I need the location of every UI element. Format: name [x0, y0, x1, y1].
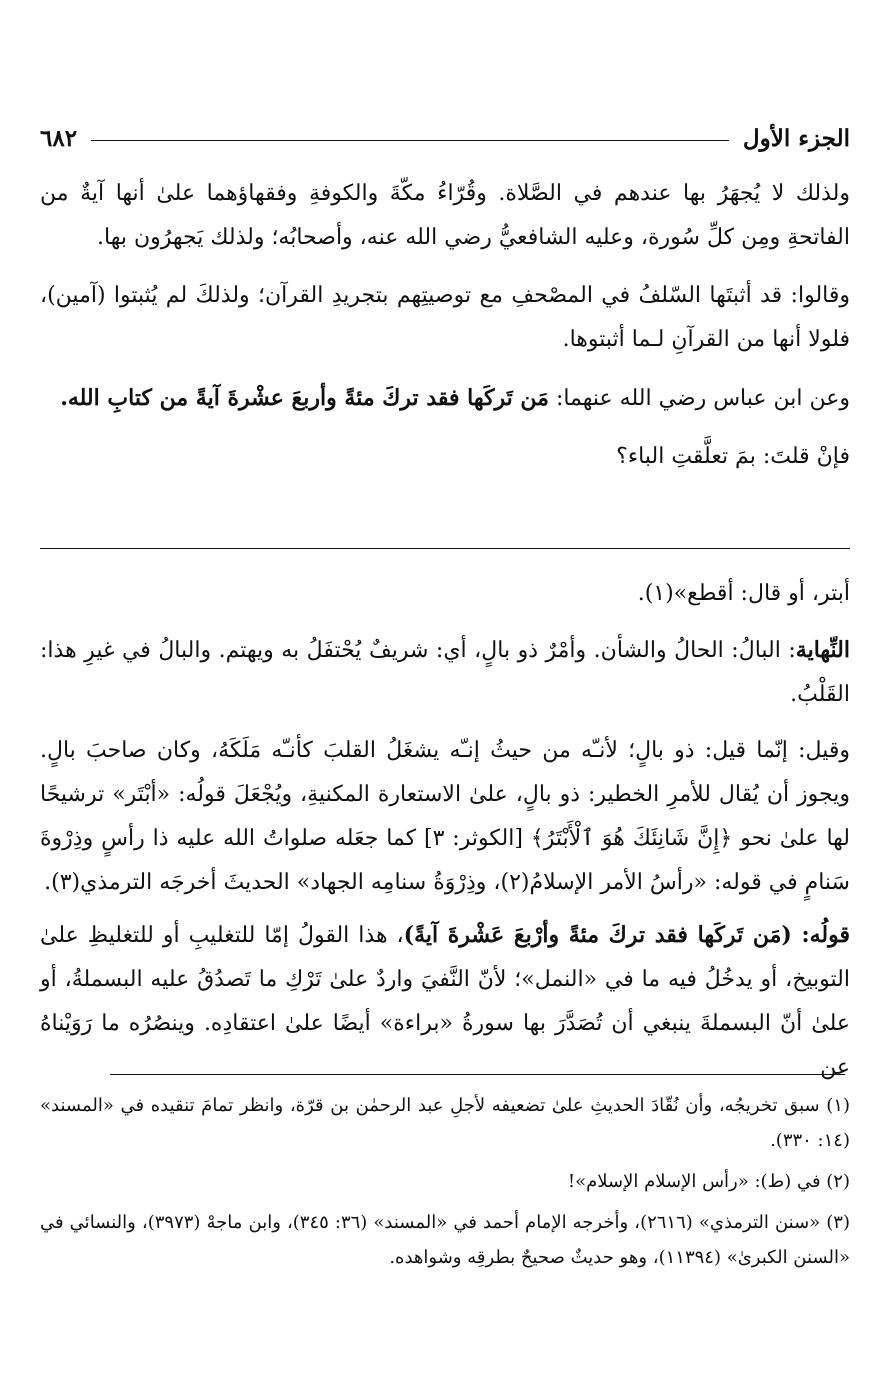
main-question: فإنْ قلتَ: بمَ تعلَّقتِ الباء؟ — [616, 444, 850, 469]
nihaya-text: : البالُ: الحالُ والشأن. وأمْرٌ ذو بالٍ، أي: شريفٌ يُحْتفَلُ به ويهتم. والبالُ في غيرِ هذا: القَلْبُ. — [40, 638, 850, 707]
header-rule — [91, 140, 729, 141]
nihaya-label: النِّهاية — [795, 637, 850, 663]
commentary-paragraph-qawluh — [40, 913, 850, 1090]
footnote-1: (١) سبق تخريجُه، وأن نُقّادَ الحديثِ علىٰ تضعيفه لأجلِ عبد الرحمٰن بن قرّة، وانظر تمامَ تنقيده في «المسند» (١٤: ٣٣٠). — [40, 1095, 850, 1151]
commentary-separator — [40, 548, 850, 549]
commentary-paragraph-bal: وقيل: إنّما قيل: ذو بالٍ؛ لأنـّه من حيثُ إنـّه يشغَلُ القلبَ كأنـّه مَلَكَهُ، وكان صاحبَ بالٍ. ويجوز أن يُقال للأمرِ الخطير: ذو بالٍ، علىٰ الاستعارة المكنيةِ، ويُجْعَلَ قولُه: «أبْتَر» ترشيحًا لها علىٰ نحو ﴿إِنَّ شَانِئَكَ هُوَ ٱلْأَبْتَرُ﴾ [الكوثر: ٣] كما جعَله صلواتُ الله عليه ذا رأسٍ وذِرْوةَ سَنامٍ في قوله: «رأسُ الأمر الإسلامُ(٢)، وذِرْوَةُ سنامِه الجهاد» الحديثَ أخرجَه الترمذي(٣). — [40, 738, 850, 895]
qawluh-text: ، هذا القولُ إمّا للتغليبِ أو للتغليظِ علىٰ التوبيخ، أو يدخُلُ فيه ما في «النمل»؛ لأنّ النَّفيَ واردٌ علىٰ تَرْكِ ما تَصدُقُ عليه البسملةُ، أو علىٰ أنّ البسملةَ ينبغي أن تُصَدَّرَ بها سورةُ «براءة» أيضًا علىٰ اعتقادِه. وينصُرُه ما رَوَيْناهُ عن — [40, 923, 851, 1080]
qawluh-label: قولُه: (مَن تَركَها فقد تركَ مئةً وأرْبعَ عَشْرةَ آيةً) — [403, 922, 851, 948]
main-paragraph-3-intro: وعن ابن عباس رضي الله عنهما: — [548, 386, 850, 411]
main-paragraph-3 — [40, 376, 850, 421]
hadith-quote: مَن تَركَها فقد تركَ مئةً وأربعَ عشْرةَ آيةً من كتابِ الله. — [60, 385, 549, 411]
commentary-line-1: أبتر، أو قال: أقطع»(١). — [637, 581, 850, 606]
footnote-2: (٢) في (ط): «رأس الإسلام الإسلام»! — [567, 1171, 850, 1192]
main-paragraph-2: وقالوا: قد أثبتَها السّلفُ في المصْحفِ مع توصيتِهم بتجريدِ القرآن؛ ولذلكَ لم يُثبتوا (آمين)، فلولا أنها من القرآنِ لـما أثبتوها. — [40, 283, 850, 352]
main-text — [40, 172, 850, 479]
footnote-3: (٣) «سنن الترمذي» (٢٦١٦)، وأخرجه الإمام أحمد في «المسند» (٣٦: ٣٤٥)، وابن ماجهْ (٣٩٧٣)، والنسائي في «السنن الكبرىٰ» (١١٣٩٤)، وهو حديثٌ صحيحٌ بطرقِه وشواهده. — [40, 1212, 850, 1268]
running-header — [40, 118, 850, 158]
footnotes — [40, 1088, 850, 1275]
footnote-separator — [110, 1074, 845, 1075]
commentary-text — [40, 572, 850, 1090]
part-title: الجزء الأول — [742, 124, 850, 152]
commentary-paragraph-nihaya — [40, 628, 850, 717]
main-paragraph-1: ولذلك لا يُجهَرُ بها عندهم في الصَّلاة. وقُرّاءُ مكّةَ والكوفةِ وفقهاؤهما علىٰ أنها آيةٌ من الفاتحةِ ومِن كلِّ سُورة، وعليه الشافعيُّ رضي الله عنه، وأصحابُه؛ ولذلك يَجهرُون بها. — [40, 181, 850, 250]
page-number: ٦٨٢ — [40, 124, 78, 152]
